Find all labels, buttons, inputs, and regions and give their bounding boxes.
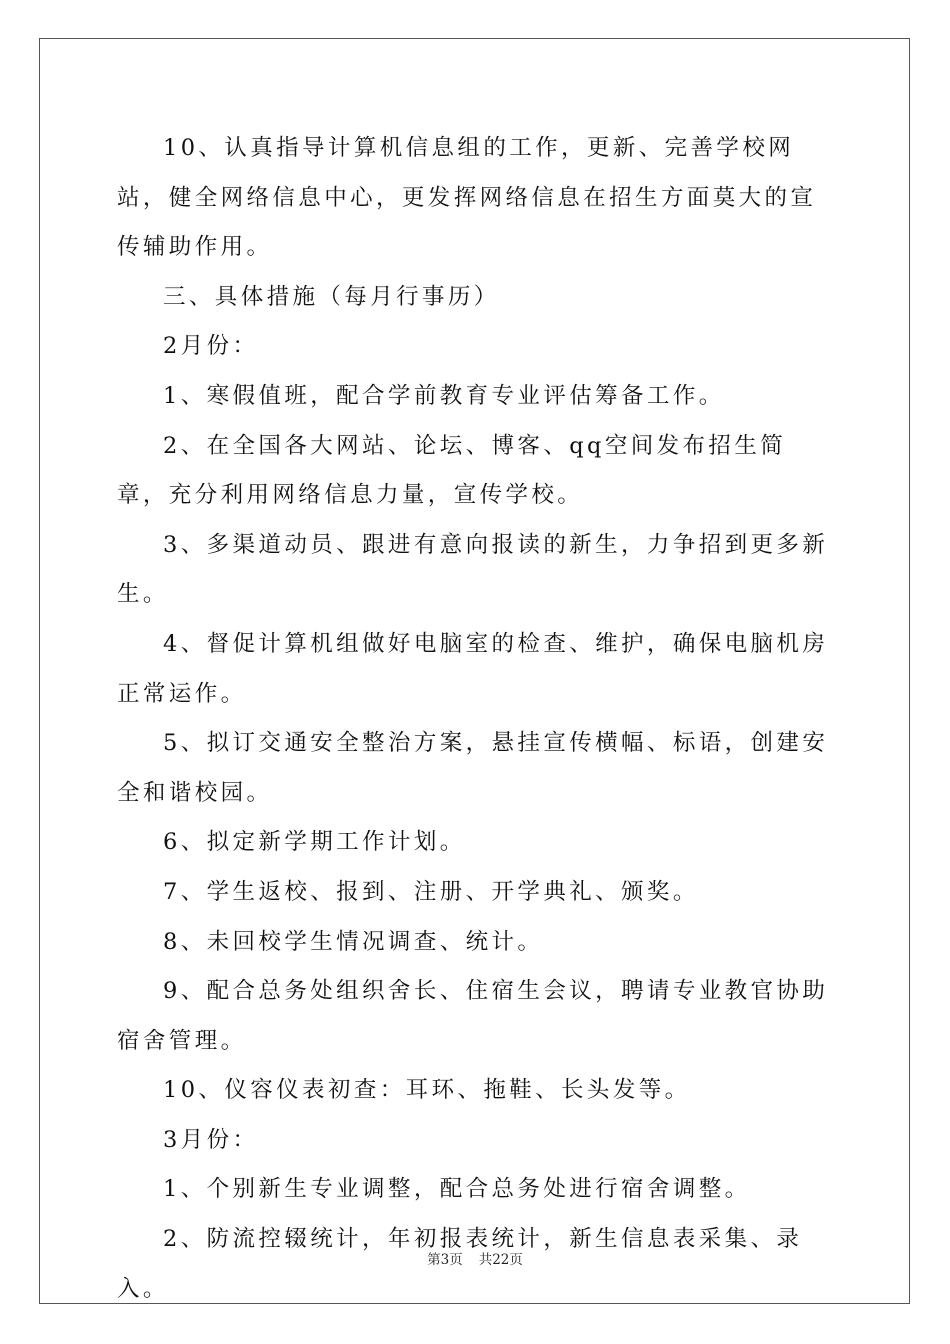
paragraph-feb-item-5: 5、拟订交通安全整治方案，悬挂宣传横幅、标语，创建安全和谐校园。	[117, 730, 829, 806]
paragraph-feb-item-1: 1、寒假值班，配合学前教育专业评估筹备工作。	[163, 382, 725, 409]
paragraph-feb-item-9: 9、配合总务处组织舍长、住宿生会议，聘请专业教官协助宿舍管理。	[117, 978, 829, 1054]
paragraph-mar-item-2: 2、防流控辍统计，年初报表统计，新生信息表采集、录入。	[117, 1226, 803, 1302]
paragraph-item-10-web: 10、认真指导计算机信息组的工作，更新、完善学校网站，健全网络信息中心，更发挥网络信息在招生方面莫大的宣传辅助作用。	[117, 135, 817, 261]
paragraph-feb-item-4: 4、督促计算机组做好电脑室的检查、维护，确保电脑机房正常运作。	[117, 630, 829, 707]
page-footer	[0, 1248, 950, 1268]
page-total: 共22页	[478, 1252, 523, 1268]
paragraph-feb-item-2: 2、在全国各大网站、论坛、博客、qq空间发布招生简章，充分利用网络信息力量，宣传学校。	[117, 432, 787, 509]
paragraph-feb-item-8: 8、未回校学生情况调查、统计。	[163, 928, 544, 955]
paragraph-mar-item-1: 1、个别新生专业调整，配合总务处进行宿舍调整。	[163, 1176, 751, 1203]
paragraph-feb-item-3: 3、多渠道动员、跟进有意向报读的新生，力争招到更多新生。	[117, 531, 829, 608]
section-heading-measures: 三、具体措施（每月行事历）	[163, 283, 500, 310]
month-heading-march: 3月份：	[163, 1126, 259, 1153]
page-number: 第3页	[427, 1252, 463, 1268]
paragraph-feb-item-7: 7、学生返校、报到、注册、开学典礼、颁奖。	[163, 878, 699, 905]
paragraph-feb-item-6: 6、拟定新学期工作计划。	[163, 829, 466, 856]
month-heading-february: 2月份：	[163, 333, 259, 360]
document-body	[117, 124, 837, 1314]
paragraph-feb-item-10: 10、仪容仪表初查：耳环、拖鞋、长头发等。	[163, 1077, 691, 1104]
